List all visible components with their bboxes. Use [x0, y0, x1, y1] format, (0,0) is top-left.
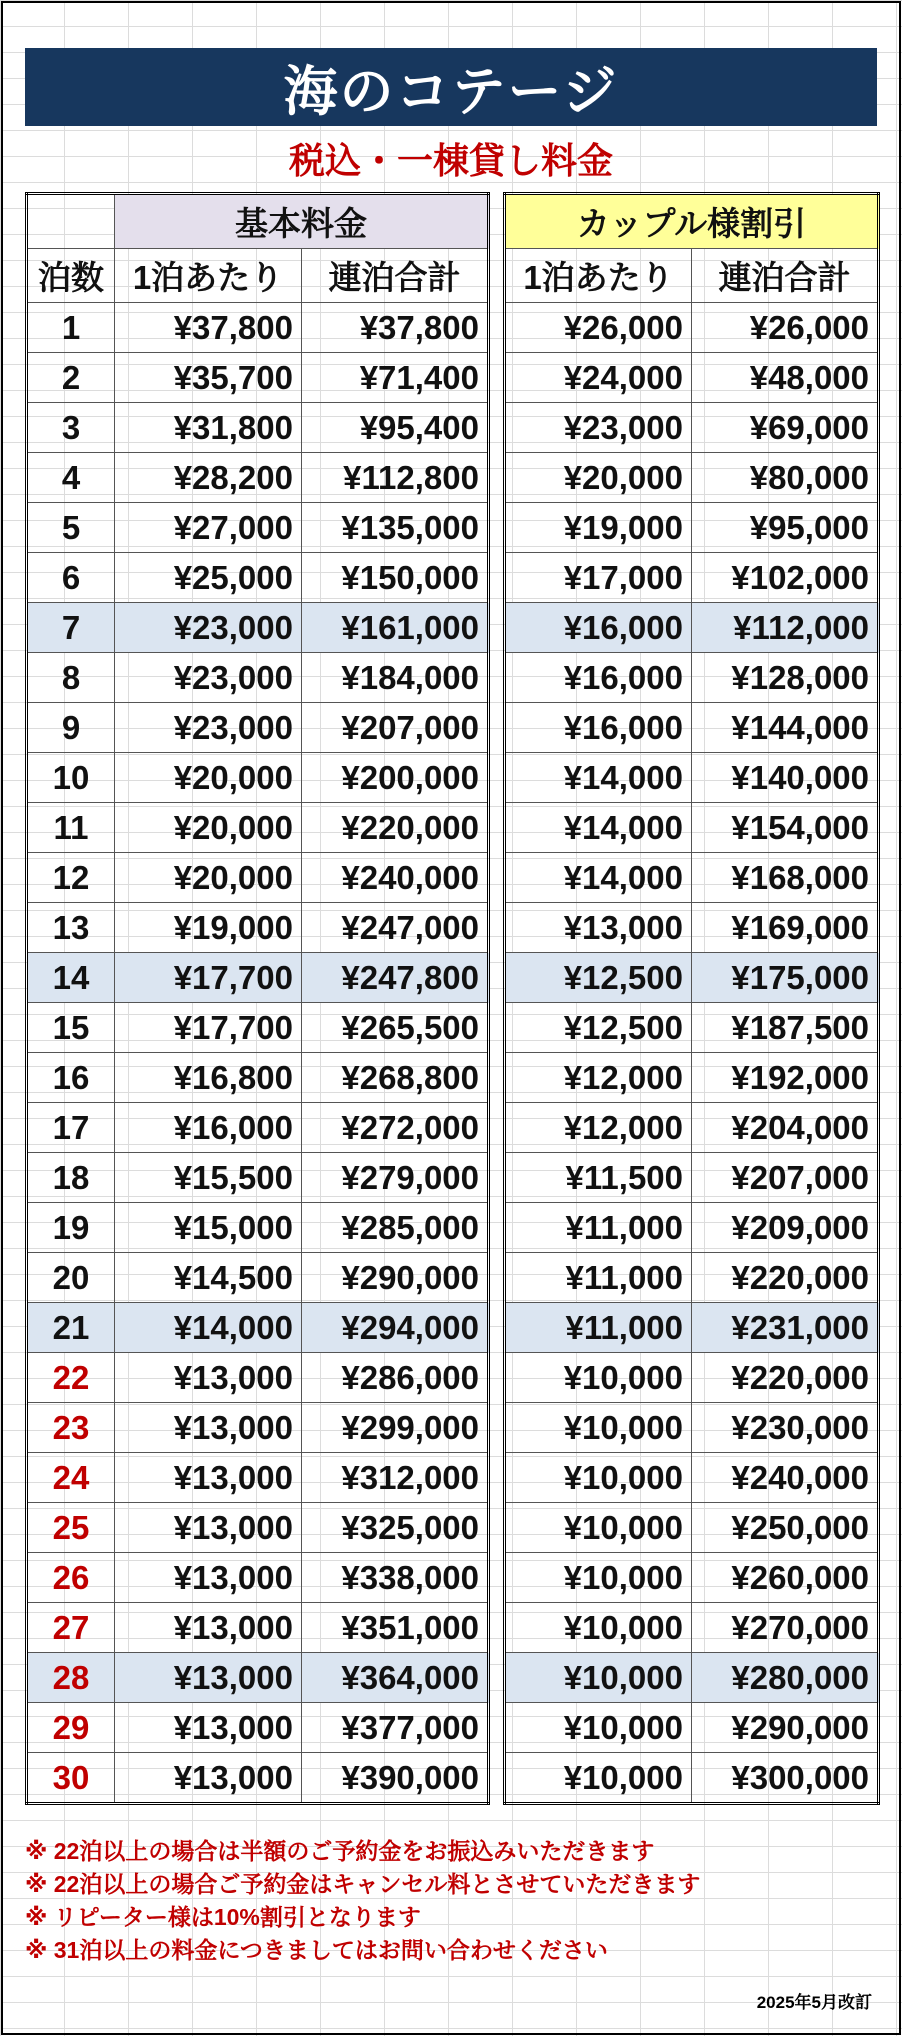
basic-per-night-cell: ¥16,800 — [115, 1053, 302, 1103]
couple-total-cell: ¥80,000 — [692, 453, 879, 503]
couple-total-cell: ¥69,000 — [692, 403, 879, 453]
note-line: ※ 22泊以上の場合は半額のご予約金をお振込みいただきます — [25, 1838, 655, 1864]
couple-rate-table — [503, 192, 880, 1805]
nights-cell: 22 — [27, 1353, 115, 1403]
nights-cell: 12 — [27, 853, 115, 903]
table-row — [505, 903, 879, 953]
basic-per-night-cell: ¥37,800 — [115, 303, 302, 353]
couple-per-night-cell: ¥16,000 — [505, 703, 692, 753]
basic-per-night-cell: ¥23,000 — [115, 603, 302, 653]
couple-total-cell: ¥95,000 — [692, 503, 879, 553]
couple-per-night-cell: ¥10,000 — [505, 1703, 692, 1753]
table-row — [27, 603, 489, 653]
basic-total-cell: ¥364,000 — [302, 1653, 489, 1703]
couple-per-night-cell: ¥11,000 — [505, 1203, 692, 1253]
table-row — [505, 1153, 879, 1203]
basic-total-cell: ¥268,800 — [302, 1053, 489, 1103]
couple-total-cell: ¥207,000 — [692, 1153, 879, 1203]
table-row — [505, 853, 879, 903]
nights-cell: 28 — [27, 1653, 115, 1703]
basic-total-cell: ¥279,000 — [302, 1153, 489, 1203]
basic-total-cell: ¥247,000 — [302, 903, 489, 953]
couple-total-cell: ¥102,000 — [692, 553, 879, 603]
couple-total-cell: ¥240,000 — [692, 1453, 879, 1503]
couple-per-night-header: 1泊あたり — [505, 249, 692, 303]
couple-per-night-cell: ¥11,500 — [505, 1153, 692, 1203]
basic-per-night-cell: ¥20,000 — [115, 803, 302, 853]
couple-per-night-cell: ¥12,500 — [505, 1003, 692, 1053]
basic-per-night-cell: ¥13,000 — [115, 1353, 302, 1403]
nights-cell: 2 — [27, 353, 115, 403]
basic-total-cell: ¥265,500 — [302, 1003, 489, 1053]
basic-total-cell: ¥37,800 — [302, 303, 489, 353]
couple-per-night-cell: ¥10,000 — [505, 1753, 692, 1804]
basic-total-cell: ¥286,000 — [302, 1353, 489, 1403]
couple-total-cell: ¥220,000 — [692, 1253, 879, 1303]
nights-cell: 18 — [27, 1153, 115, 1203]
basic-total-cell: ¥325,000 — [302, 1503, 489, 1553]
couple-total-cell: ¥175,000 — [692, 953, 879, 1003]
couple-per-night-cell: ¥14,000 — [505, 803, 692, 853]
table-row — [27, 503, 489, 553]
couple-total-cell: ¥140,000 — [692, 753, 879, 803]
nights-cell: 20 — [27, 1253, 115, 1303]
basic-per-night-cell: ¥17,700 — [115, 1003, 302, 1053]
couple-per-night-cell: ¥19,000 — [505, 503, 692, 553]
couple-total-cell: ¥154,000 — [692, 803, 879, 853]
couple-total-cell: ¥144,000 — [692, 703, 879, 753]
couple-total-header: 連泊合計 — [692, 249, 879, 303]
basic-per-night-cell: ¥13,000 — [115, 1503, 302, 1553]
basic-total-cell: ¥135,000 — [302, 503, 489, 553]
revision-date: 2025年5月改訂 — [756, 1993, 872, 2012]
table-row — [505, 1603, 879, 1653]
couple-total-cell: ¥270,000 — [692, 1603, 879, 1653]
basic-per-night-cell: ¥15,500 — [115, 1153, 302, 1203]
basic-total-cell: ¥150,000 — [302, 553, 489, 603]
couple-total-cell: ¥231,000 — [692, 1303, 879, 1353]
couple-total-cell: ¥169,000 — [692, 903, 879, 953]
table-row — [505, 1753, 879, 1804]
table-row — [505, 1553, 879, 1603]
couple-total-cell: ¥204,000 — [692, 1103, 879, 1153]
couple-group-header-row — [505, 194, 879, 249]
couple-per-night-cell: ¥10,000 — [505, 1603, 692, 1653]
basic-per-night-cell: ¥14,000 — [115, 1303, 302, 1353]
basic-per-night-cell: ¥23,000 — [115, 703, 302, 753]
table-row — [505, 553, 879, 603]
nights-cell: 19 — [27, 1203, 115, 1253]
couple-total-cell: ¥112,000 — [692, 603, 879, 653]
couple-total-cell: ¥48,000 — [692, 353, 879, 403]
basic-group-header-row — [27, 194, 489, 249]
basic-per-night-cell: ¥28,200 — [115, 453, 302, 503]
couple-total-cell: ¥220,000 — [692, 1353, 879, 1403]
basic-per-night-header: 1泊あたり — [115, 249, 302, 303]
page-title: 海のコテージ — [25, 48, 877, 126]
couple-total-cell: ¥192,000 — [692, 1053, 879, 1103]
table-row — [27, 1453, 489, 1503]
table-row — [505, 753, 879, 803]
couple-per-night-cell: ¥10,000 — [505, 1503, 692, 1553]
basic-per-night-cell: ¥20,000 — [115, 753, 302, 803]
couple-total-cell: ¥280,000 — [692, 1653, 879, 1703]
basic-per-night-cell: ¥13,000 — [115, 1653, 302, 1703]
nights-cell: 17 — [27, 1103, 115, 1153]
table-row — [505, 1503, 879, 1553]
table-row — [505, 503, 879, 553]
table-row — [27, 1303, 489, 1353]
couple-per-night-cell: ¥13,000 — [505, 903, 692, 953]
basic-total-cell: ¥207,000 — [302, 703, 489, 753]
basic-rate-table — [25, 192, 490, 1805]
basic-total-cell: ¥240,000 — [302, 853, 489, 903]
basic-group-label: 基本料金 — [115, 194, 489, 249]
basic-total-cell: ¥247,800 — [302, 953, 489, 1003]
table-row — [27, 553, 489, 603]
table-row — [27, 453, 489, 503]
nights-cell: 14 — [27, 953, 115, 1003]
table-row — [505, 953, 879, 1003]
table-row — [505, 1303, 879, 1353]
nights-cell: 16 — [27, 1053, 115, 1103]
basic-total-cell: ¥351,000 — [302, 1603, 489, 1653]
couple-total-cell: ¥260,000 — [692, 1553, 879, 1603]
basic-total-cell: ¥290,000 — [302, 1253, 489, 1303]
nights-cell: 26 — [27, 1553, 115, 1603]
table-row — [27, 1353, 489, 1403]
nights-cell: 15 — [27, 1003, 115, 1053]
table-row — [27, 903, 489, 953]
table-row — [505, 1103, 879, 1153]
table-row — [505, 1653, 879, 1703]
table-row — [505, 1703, 879, 1753]
couple-total-cell: ¥209,000 — [692, 1203, 879, 1253]
note-line: ※ リピーター様は10%割引となります — [25, 1904, 421, 1930]
basic-per-night-cell: ¥27,000 — [115, 503, 302, 553]
couple-per-night-cell: ¥10,000 — [505, 1403, 692, 1453]
blank-cell — [27, 194, 115, 249]
table-row — [27, 1253, 489, 1303]
couple-total-cell: ¥26,000 — [692, 303, 879, 353]
basic-per-night-cell: ¥15,000 — [115, 1203, 302, 1253]
table-row — [27, 1053, 489, 1103]
nights-cell: 11 — [27, 803, 115, 853]
basic-per-night-cell: ¥25,000 — [115, 553, 302, 603]
table-row — [505, 1003, 879, 1053]
couple-per-night-cell: ¥11,000 — [505, 1253, 692, 1303]
nights-cell: 24 — [27, 1453, 115, 1503]
table-row — [27, 1003, 489, 1053]
nights-cell: 27 — [27, 1603, 115, 1653]
basic-total-cell: ¥285,000 — [302, 1203, 489, 1253]
basic-total-cell: ¥272,000 — [302, 1103, 489, 1153]
basic-total-cell: ¥312,000 — [302, 1453, 489, 1503]
couple-per-night-cell: ¥10,000 — [505, 1553, 692, 1603]
table-row — [505, 1453, 879, 1503]
nights-cell: 23 — [27, 1403, 115, 1453]
note-line: ※ 31泊以上の料金につきましてはお問い合わせください — [25, 1937, 608, 1963]
table-row — [27, 1153, 489, 1203]
couple-per-night-cell: ¥16,000 — [505, 603, 692, 653]
basic-total-cell: ¥112,800 — [302, 453, 489, 503]
table-row — [505, 803, 879, 853]
couple-total-cell: ¥168,000 — [692, 853, 879, 903]
table-row — [27, 1403, 489, 1453]
table-row — [27, 703, 489, 753]
nights-cell: 5 — [27, 503, 115, 553]
basic-total-cell: ¥390,000 — [302, 1753, 489, 1804]
table-row — [27, 353, 489, 403]
table-row — [505, 1053, 879, 1103]
table-row — [505, 1403, 879, 1453]
nights-cell: 6 — [27, 553, 115, 603]
page-subtitle: 税込・一棟貸し料金 — [288, 139, 613, 181]
basic-total-cell: ¥200,000 — [302, 753, 489, 803]
table-row — [27, 1203, 489, 1253]
table-row — [27, 653, 489, 703]
couple-group-label: カップル様割引 — [505, 194, 879, 249]
table-row — [27, 1103, 489, 1153]
nights-cell: 13 — [27, 903, 115, 953]
basic-per-night-cell: ¥23,000 — [115, 653, 302, 703]
couple-per-night-cell: ¥10,000 — [505, 1453, 692, 1503]
table-row — [27, 1503, 489, 1553]
table-row — [27, 1753, 489, 1804]
basic-total-header: 連泊合計 — [302, 249, 489, 303]
nights-cell: 9 — [27, 703, 115, 753]
basic-per-night-cell: ¥31,800 — [115, 403, 302, 453]
nights-cell: 3 — [27, 403, 115, 453]
table-row — [27, 803, 489, 853]
couple-per-night-cell: ¥10,000 — [505, 1353, 692, 1403]
table-row — [27, 303, 489, 353]
couple-per-night-cell: ¥20,000 — [505, 453, 692, 503]
nights-cell: 10 — [27, 753, 115, 803]
basic-per-night-cell: ¥19,000 — [115, 903, 302, 953]
table-row — [505, 1203, 879, 1253]
table-row — [27, 403, 489, 453]
couple-per-night-cell: ¥16,000 — [505, 653, 692, 703]
table-row — [505, 453, 879, 503]
basic-per-night-cell: ¥35,700 — [115, 353, 302, 403]
nights-cell: 1 — [27, 303, 115, 353]
basic-total-cell: ¥299,000 — [302, 1403, 489, 1453]
nights-cell: 30 — [27, 1753, 115, 1804]
couple-per-night-cell: ¥14,000 — [505, 753, 692, 803]
couple-total-cell: ¥230,000 — [692, 1403, 879, 1453]
basic-total-cell: ¥161,000 — [302, 603, 489, 653]
table-row — [505, 703, 879, 753]
table-row — [27, 1703, 489, 1753]
basic-per-night-cell: ¥14,500 — [115, 1253, 302, 1303]
couple-per-night-cell: ¥24,000 — [505, 353, 692, 403]
couple-column-header-row — [505, 249, 879, 303]
table-row — [505, 1253, 879, 1303]
basic-per-night-cell: ¥13,000 — [115, 1753, 302, 1804]
couple-per-night-cell: ¥12,500 — [505, 953, 692, 1003]
couple-total-cell: ¥187,500 — [692, 1003, 879, 1053]
nights-cell: 25 — [27, 1503, 115, 1553]
basic-per-night-cell: ¥13,000 — [115, 1553, 302, 1603]
nights-cell: 29 — [27, 1703, 115, 1753]
couple-total-cell: ¥128,000 — [692, 653, 879, 703]
couple-total-cell: ¥290,000 — [692, 1703, 879, 1753]
notes — [25, 1835, 877, 1967]
couple-total-cell: ¥300,000 — [692, 1753, 879, 1804]
nights-cell: 7 — [27, 603, 115, 653]
basic-column-header-row — [27, 249, 489, 303]
basic-total-cell: ¥220,000 — [302, 803, 489, 853]
basic-per-night-cell: ¥20,000 — [115, 853, 302, 903]
basic-per-night-cell: ¥13,000 — [115, 1453, 302, 1503]
basic-total-cell: ¥184,000 — [302, 653, 489, 703]
couple-per-night-cell: ¥26,000 — [505, 303, 692, 353]
basic-total-cell: ¥338,000 — [302, 1553, 489, 1603]
table-row — [27, 853, 489, 903]
table-row — [505, 603, 879, 653]
basic-per-night-cell: ¥16,000 — [115, 1103, 302, 1153]
basic-total-cell: ¥377,000 — [302, 1703, 489, 1753]
table-row — [27, 1553, 489, 1603]
note-line: ※ 22泊以上の場合ご予約金はキャンセル料とさせていただきます — [25, 1871, 701, 1897]
nights-cell: 8 — [27, 653, 115, 703]
couple-per-night-cell: ¥12,000 — [505, 1103, 692, 1153]
nights-cell: 4 — [27, 453, 115, 503]
basic-total-cell: ¥95,400 — [302, 403, 489, 453]
table-row — [27, 1653, 489, 1703]
couple-per-night-cell: ¥14,000 — [505, 853, 692, 903]
couple-per-night-cell: ¥12,000 — [505, 1053, 692, 1103]
nights-header: 泊数 — [27, 249, 115, 303]
couple-per-night-cell: ¥23,000 — [505, 403, 692, 453]
couple-per-night-cell: ¥17,000 — [505, 553, 692, 603]
table-row — [27, 753, 489, 803]
couple-total-cell: ¥250,000 — [692, 1503, 879, 1553]
table-row — [505, 403, 879, 453]
basic-per-night-cell: ¥17,700 — [115, 953, 302, 1003]
couple-per-night-cell: ¥10,000 — [505, 1653, 692, 1703]
couple-per-night-cell: ¥11,000 — [505, 1303, 692, 1353]
table-row — [505, 653, 879, 703]
nights-cell: 21 — [27, 1303, 115, 1353]
table-row — [505, 303, 879, 353]
basic-per-night-cell: ¥13,000 — [115, 1603, 302, 1653]
table-row — [27, 1603, 489, 1653]
basic-per-night-cell: ¥13,000 — [115, 1703, 302, 1753]
table-row — [505, 353, 879, 403]
table-row — [505, 1353, 879, 1403]
basic-total-cell: ¥294,000 — [302, 1303, 489, 1353]
basic-total-cell: ¥71,400 — [302, 353, 489, 403]
table-row — [27, 953, 489, 1003]
basic-per-night-cell: ¥13,000 — [115, 1403, 302, 1453]
